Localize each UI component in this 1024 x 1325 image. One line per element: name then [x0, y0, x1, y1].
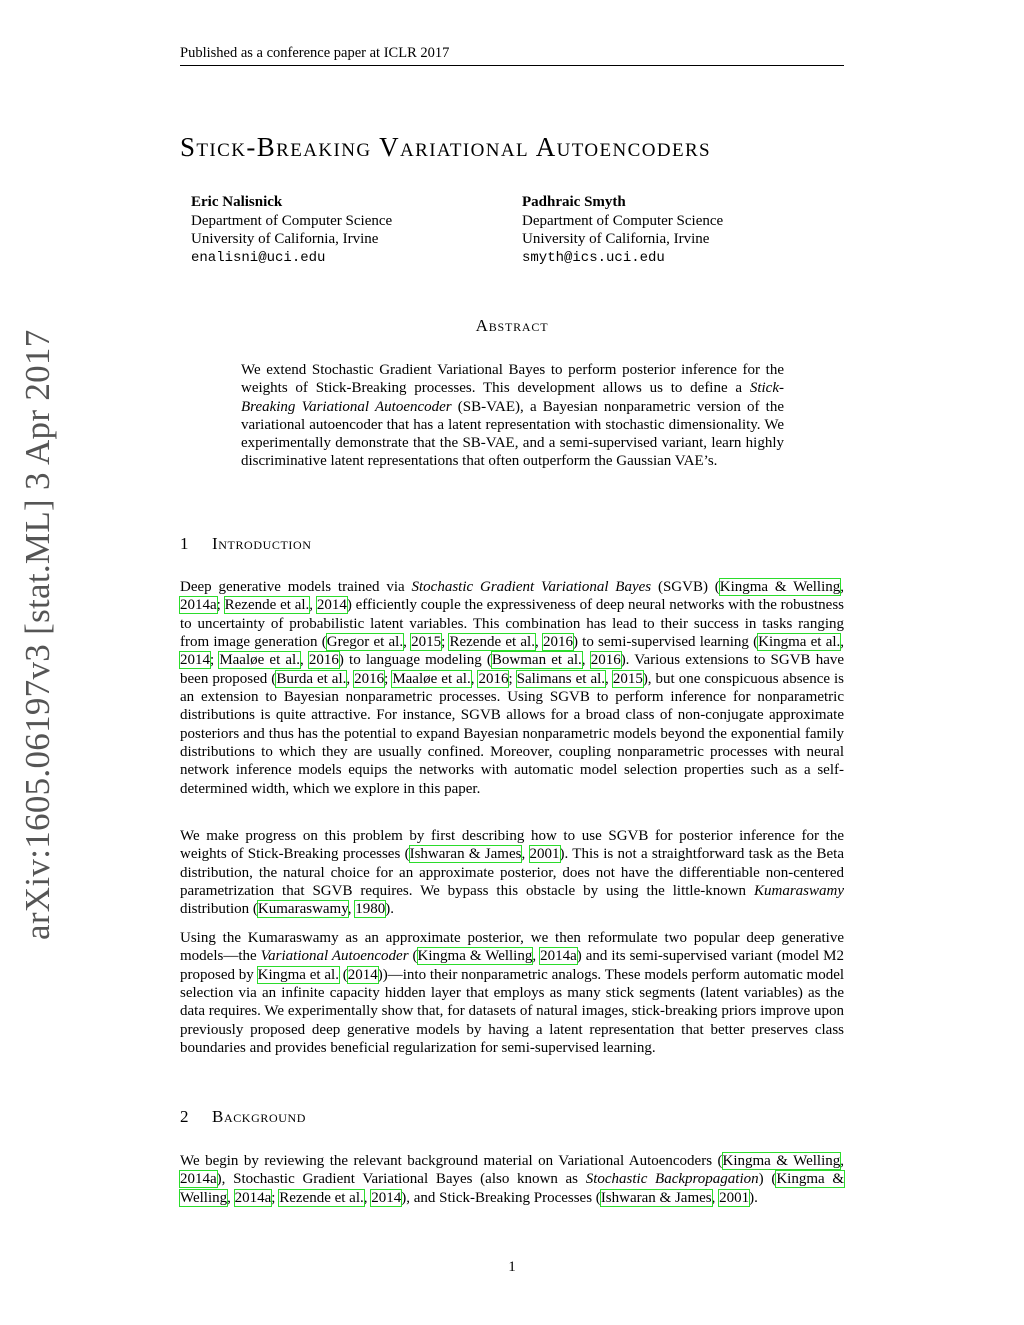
author-email: smyth@ics.uci.edu	[522, 249, 665, 266]
section-heading-introduction	[180, 534, 312, 554]
citation-link[interactable]: 2014	[316, 597, 347, 614]
citation-link[interactable]: Kingma & Welling	[180, 1171, 845, 1206]
citation-link[interactable]: 2014a	[234, 1189, 272, 1206]
page-number: 1	[508, 1259, 516, 1275]
citation-link[interactable]: 2001	[529, 846, 560, 863]
citation-link[interactable]: Rezende et al.	[224, 597, 310, 614]
citation-link[interactable]: Kingma et al.	[758, 634, 841, 651]
author-dept: Department of Computer Science	[191, 212, 393, 229]
citation-link[interactable]: 2014	[180, 652, 210, 669]
author-block-1	[191, 193, 392, 267]
citation-link[interactable]: 1980	[355, 901, 386, 918]
citation-link[interactable]: Kumaraswamy	[257, 901, 348, 918]
section-number: 1	[180, 534, 190, 553]
citation-link[interactable]: 2014a	[180, 597, 217, 614]
citation-link[interactable]: 2016	[308, 652, 339, 669]
section-heading-background	[180, 1107, 306, 1127]
citation-link[interactable]: 2016	[590, 652, 621, 669]
author-name: Padhraic Smyth	[522, 194, 626, 210]
citation-link[interactable]: 2014	[371, 1189, 402, 1206]
citation-link[interactable]: Gregor et al.	[326, 634, 404, 651]
citation-link[interactable]: Maaløe et al.	[392, 670, 471, 687]
abstract-body: We extend Stochastic Gradient Variational Bayes to perform posterior inference for the weights of Stick-Breaking processes. This development allows us to define a Stick-Breaking Variational Autoencoder (SB-VAE), a Bayesian nonparametric version of the variational autoencoder that has a latent representation with stochastic dimensionality. We experimentally demonstrate that the SB-VAE, and a semi-supervised variant, learn highly discriminative latent representations that often outperform the Gaussian VAE’s.	[241, 362, 785, 470]
section-title: Introduction	[212, 534, 312, 553]
author-name: Eric Nalisnick	[191, 194, 283, 210]
citation-link[interactable]: 2001	[719, 1189, 750, 1206]
citation-link[interactable]: 2015	[411, 634, 442, 651]
citation-link[interactable]: Burda et al.	[276, 670, 347, 687]
abstract-heading: Abstract	[475, 316, 549, 335]
citation-link[interactable]: 2016	[478, 670, 509, 687]
citation-link[interactable]: 2015	[612, 670, 643, 687]
citation-link[interactable]: Kingma & Welling	[417, 948, 533, 965]
author-univ: University of California, Irvine	[522, 231, 710, 247]
citation-link[interactable]: Kingma & Welling	[722, 1153, 841, 1169]
running-header: Published as a conference paper at ICLR 2017	[180, 45, 844, 66]
citation-link[interactable]: Rezende et al.	[279, 1189, 364, 1206]
intro-paragraph-1: Deep generative models trained via Stochastic Gradient Variational Bayes (SGVB) (Kingma & Welling, 2014a; Rezende et al., 2014) efficiently couple the expressiveness of deep neural networks with the robustness to uncertainty of probabilistic latent variables. This combination has lead to their success in tasks ranging from image generation (Gregor et al., 2015; Rezende et al., 2016) to semi-supervised learning (Kingma et al., 2014; Maaløe et al., 2016) to language modeling (Bowman et al., 2016). Various extensions to SGVB have been proposed (Burda et al., 2016; Maaløe et al., 2016; Salimans et al., 2015), but one conspicuous absence is an extension to Bayesian nonparametric processes. Using SGVB to perform inference for nonparametric distributions is quite attractive. For instance, SGVB allows for a broad class of non-conjugate approximate posteriors and thus has the potential to expand Bayesian nonparametric models beyond the exponential family distributions to which they are usually confined. Moreover, coupling nonparametric processes with neural network inference models equips the networks with automatic model selection properties such as a self-determined width, which we explore in this paper.	[180, 579, 845, 797]
section-number: 2	[180, 1107, 190, 1126]
citation-link[interactable]: 2016	[542, 634, 573, 651]
author-dept: Department of Computer Science	[522, 212, 724, 229]
citation-link[interactable]: Salimans et al.	[516, 670, 606, 687]
citation-link[interactable]: Ishwaran & James	[600, 1189, 712, 1206]
intro-paragraph-2: We make progress on this problem by first describing how to use SGVB for posterior inference for the weights of Stick-Breaking processes (Ishwaran & James, 2001). This is not a straightforward task as the Beta distribution, the natural choice for an approximate posterior, does not have the differentiable non-centered parametrization that SGVB requires. We bypass this obstacle by using the little-known Kumaraswamy distribution (Kumaraswamy, 1980).	[180, 828, 844, 918]
citation-link[interactable]: 2014a	[540, 948, 577, 965]
citation-link[interactable]: Rezende et al.	[449, 634, 535, 651]
citation-link[interactable]: Bowman et al.	[491, 652, 582, 669]
citation-link[interactable]: 2016	[354, 670, 385, 687]
citation-link[interactable]: Kingma et al.	[257, 966, 339, 983]
arxiv-side-stamp: arXiv:1605.06197v3 [stat.ML] 3 Apr 2017	[18, 329, 57, 940]
background-paragraph-1: We begin by reviewing the relevant background material on Variational Autoencoders (Kingma & Welling, 2014a), Stochastic Gradient Variational Bayes (also known as Stochastic Backpropagation) (Kingma & Welling, 2014a; Rezende et al., 2014), and Stick-Breaking Processes (Ishwaran & James, 2001).	[180, 1153, 845, 1206]
citation-link[interactable]: Maaløe et al.	[219, 652, 300, 669]
citation-link[interactable]: Ishwaran & James	[409, 846, 522, 863]
author-block-2	[522, 193, 723, 267]
intro-paragraph-3: Using the Kumaraswamy as an approximate posterior, we then reformulate two popular deep generative models—the Variational Autoencoder (Kingma & Welling, 2014a) and its semi-supervised variant (model M2 proposed by Kingma et al. (2014))—into their nonparametric analogs. These models perform automatic model selection via an infinite capacity hidden layer that employs as many stick segments (latent variables) as the data requires. We experimentally show that, for datasets of natural images, stick-breaking priors improve upon previously proposed deep generative models by having a latent representation that better preserves class boundaries and provides beneficial regularization for semi-supervised learning.	[180, 930, 845, 1057]
author-univ: University of California, Irvine	[191, 231, 379, 247]
citation-link[interactable]: Kingma & Welling	[719, 579, 841, 595]
paper-title: Stick-Breaking Variational Autoencoders	[180, 132, 711, 162]
section-title: Background	[212, 1107, 307, 1126]
citation-link[interactable]: 2014	[347, 966, 378, 983]
citation-link[interactable]: 2014a	[180, 1171, 217, 1188]
author-email: enalisni@uci.edu	[191, 249, 326, 266]
